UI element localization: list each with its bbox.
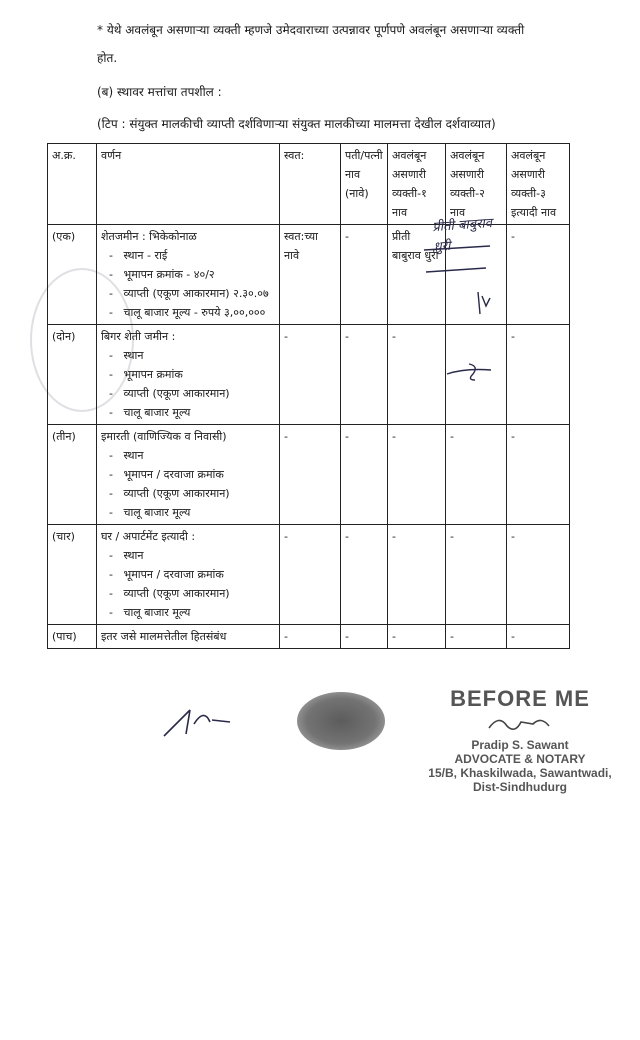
header-spouse: पती/पत्नी नाव (नावे) [341,144,388,225]
cell-dependent-2: - [446,525,507,625]
row-number: (दोन) [48,325,97,425]
cell-spouse: - [341,225,388,325]
row-number: (एक) [48,225,97,325]
cell-spouse: - [341,525,388,625]
row-item: - स्थान [101,446,275,465]
row-item: - व्याप्ती (एकूण आकारमान) [101,384,275,403]
tip-note: (टिप : संयुक्त मालकीची व्याप्ती दर्शविणाऱ्या संयुक्त मालकीच्या मालमत्ता देखील दर्शवाव्यात) [97,117,496,131]
row-number: (चार) [48,525,97,625]
row-number: (तीन) [48,425,97,525]
cell-self: - [280,625,341,649]
cell-dependent-1: - [388,625,446,649]
row-description [97,325,280,425]
header-description: वर्णन [97,144,280,225]
row-description [97,225,280,325]
row-item: - चालू बाजार मूल्य [101,503,275,522]
cell-dependent-3: - [507,425,570,525]
row-number: (पाच) [48,625,97,649]
row-item: - भूमापन / दरवाजा क्रमांक [101,465,275,484]
row-item: - चालू बाजार मूल्य [101,403,275,422]
header-serial: अ.क्र. [48,144,97,225]
row-item: - स्थान [101,346,275,365]
cell-dependent-1: - [388,325,446,425]
row-item: - स्थान - राई [101,246,275,265]
row-title: इमारती (वाणिज्यिक व निवासी) [101,430,227,443]
cell-dependent-1: - [388,425,446,525]
header-dependent-1: अवलंबून असणारी व्यक्ती-१ नाव [388,144,446,225]
row-item: - व्याप्ती (एकूण आकारमान) [101,584,275,603]
cell-dependent-3: - [507,325,570,425]
row-item: - चालू बाजार मूल्य [101,603,275,622]
handwritten-dependent-name: प्रीती बाबुराव धुरी [431,215,493,256]
row-title: शेतजमीन : भिकेकोनाळ [101,230,197,243]
handwritten-mark-icon [445,360,495,384]
row-item: - व्याप्ती (एकूण आकारमान) [101,484,275,503]
cell-dependent-1: प्रीती बाबुराव धुरी [388,225,446,325]
row-item: - व्याप्ती (एकूण आकारमान) २.३०.०७ [101,284,275,303]
cell-dependent-3: - [507,525,570,625]
table-row [48,425,570,525]
cell-self: - [280,525,341,625]
before-me-label: BEFORE ME [450,686,590,711]
row-title: बिगर शेती जमीन : [101,330,176,343]
notary-address: 15/B, Khaskilwada, Sawantwadi, [428,766,612,780]
row-description [97,525,280,625]
cell-dependent-1: - [388,525,446,625]
row-description [97,625,280,649]
row-description [97,425,280,525]
notary-title: ADVOCATE & NOTARY [454,752,586,766]
row-title: घर / अपार्टमेंट इत्यादी : [101,530,196,543]
row-item: - भूमापन / दरवाजा क्रमांक [101,565,275,584]
row-item: - भूमापन क्रमांक - ४०/२ [101,265,275,284]
cell-spouse: - [341,325,388,425]
cell-self: स्वत:च्या नावे [280,225,341,325]
notary-name: Pradip S. Sawant [471,738,569,752]
dependent-note-continued: होत. [97,51,118,65]
header-dependent-3: अवलंबून असणारी व्यक्ती-३ इत्यादी नाव [507,144,570,225]
section-heading: (ब) स्थावर मत्तांचा तपशील : [97,85,222,99]
cell-dependent-2: - [446,425,507,525]
header-self: स्वत: [280,144,341,225]
cell-self: - [280,325,341,425]
cell-dependent-3: - [507,225,570,325]
cell-self: - [280,425,341,525]
row-item: - स्थान [101,546,275,565]
notary-district: Dist-Sindhudurg [473,780,567,794]
notary-stamp [420,686,620,794]
cell-spouse: - [341,625,388,649]
signature-icon [160,700,240,740]
thumbprint [297,692,385,750]
row-title: इतर जसे मालमत्तेतील हितसंबंध [101,630,227,643]
notary-signature-icon [485,712,555,734]
dependent-note: * येथे अवलंबून असणाऱ्या व्यक्ती म्हणजे उमेदवाराच्या उत्पन्नावर पूर्णपणे अवलंबून असणाऱ्या व्यक्ती [97,23,525,37]
handwritten-strike-marks [420,210,520,320]
table-row [48,625,570,649]
cell-dependent-2: - [446,625,507,649]
row-item: - भूमापन क्रमांक [101,365,275,384]
cell-dependent-3: - [507,625,570,649]
header-dependent-2: अवलंबून असणारी व्यक्ती-२ नाव [446,144,507,225]
row-item: - चालू बाजार मूल्य - रुपये ३,००,००० [101,303,275,322]
table-row [48,525,570,625]
cell-spouse: - [341,425,388,525]
